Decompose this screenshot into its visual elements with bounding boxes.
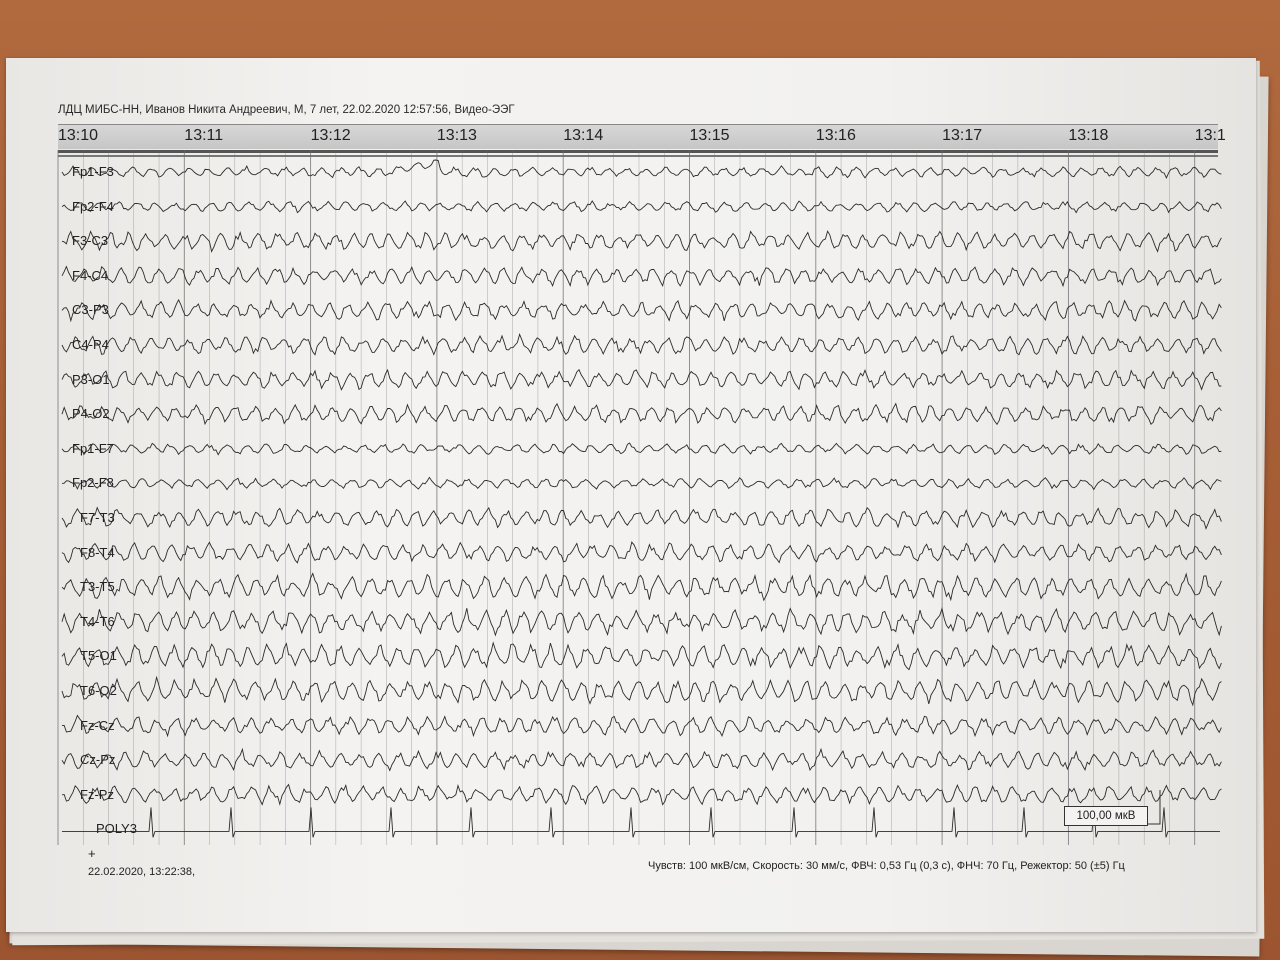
channel-label: Fz-Cz: [80, 717, 115, 733]
print-timestamp: 22.02.2020, 13:22:38,: [88, 866, 196, 878]
channel-label: F4-C4: [72, 267, 109, 283]
channel-label: Cz-Pz: [80, 752, 116, 768]
eeg-trace: [62, 404, 1221, 425]
channel-label: T5-O1: [80, 648, 117, 664]
eeg-trace: [62, 749, 1221, 770]
eeg-trace: [62, 477, 1221, 489]
eeg-trace: [62, 160, 1221, 178]
plus-marker: +: [88, 846, 96, 861]
eeg-trace: [62, 785, 1221, 805]
eeg-trace: [62, 370, 1221, 390]
eeg-trace: [62, 508, 1221, 529]
channel-label: P3-O1: [72, 371, 110, 387]
eeg-trace: [62, 807, 1220, 837]
channel-label: Fp2-F8: [72, 475, 114, 491]
channel-label: T6-O2: [80, 683, 117, 698]
eeg-trace: [62, 574, 1221, 601]
eeg-trace: [62, 231, 1221, 251]
time-mark-label: 13:1: [1194, 127, 1226, 144]
recording-settings: Чувств: 100 мкВ/см, Скорость: 30 мм/с, ФВЧ: 0,53 Гц (0,3 с), ФНЧ: 70 Гц, Режектор: 50 (±5) Гц: [648, 860, 1125, 872]
calibration-bracket: [1146, 790, 1160, 824]
channel-label: C4-P4: [72, 337, 109, 352]
channel-label: P4-O2: [72, 406, 110, 422]
calibration-marker: 100,00 мкВ: [1064, 806, 1148, 826]
time-mark-label: 13:15: [689, 127, 730, 144]
channel-label: F8-T4: [80, 544, 115, 560]
eeg-trace: [62, 440, 1221, 456]
eeg-trace: [62, 643, 1221, 670]
eeg-trace: [62, 542, 1221, 563]
eeg-trace: [62, 267, 1221, 286]
channel-label: Fp1-F7: [72, 440, 114, 456]
channel-label: Fz-Pz: [80, 786, 114, 802]
channel-label: F7-T3: [80, 510, 115, 525]
eeg-trace: [62, 334, 1221, 354]
time-mark-label: 13:11: [184, 127, 224, 144]
patient-header: ЛДЦ МИБС-НН, Иванов Никита Андреевич, М, 7 лет, 22.02.2020 12:57:56, Видео-ЭЭГ: [58, 104, 515, 116]
channel-label: Fp2-F4: [72, 198, 114, 214]
time-mark-label: 13:12: [310, 127, 351, 144]
eeg-trace: [62, 677, 1221, 705]
time-mark-label: 13:18: [1068, 127, 1109, 144]
channel-label: T4-T6: [80, 613, 115, 629]
time-mark-label: 13:16: [815, 127, 856, 144]
channel-label: F3-C3: [72, 233, 109, 249]
eeg-trace: [62, 198, 1221, 214]
channel-label: C3-P3: [72, 302, 109, 318]
time-mark-label: 13:17: [942, 127, 983, 144]
time-mark-label: 13:10: [58, 127, 99, 144]
time-mark-label: 13:14: [563, 127, 604, 144]
eeg-trace: [62, 608, 1221, 635]
eeg-trace: [62, 716, 1221, 736]
time-mark-label: 13:13: [436, 127, 477, 144]
channel-label: POLY3: [96, 821, 137, 837]
channel-label: Fp1-F3: [72, 164, 114, 179]
channel-label: T3-T5: [80, 579, 115, 595]
eeg-trace: [62, 300, 1221, 321]
